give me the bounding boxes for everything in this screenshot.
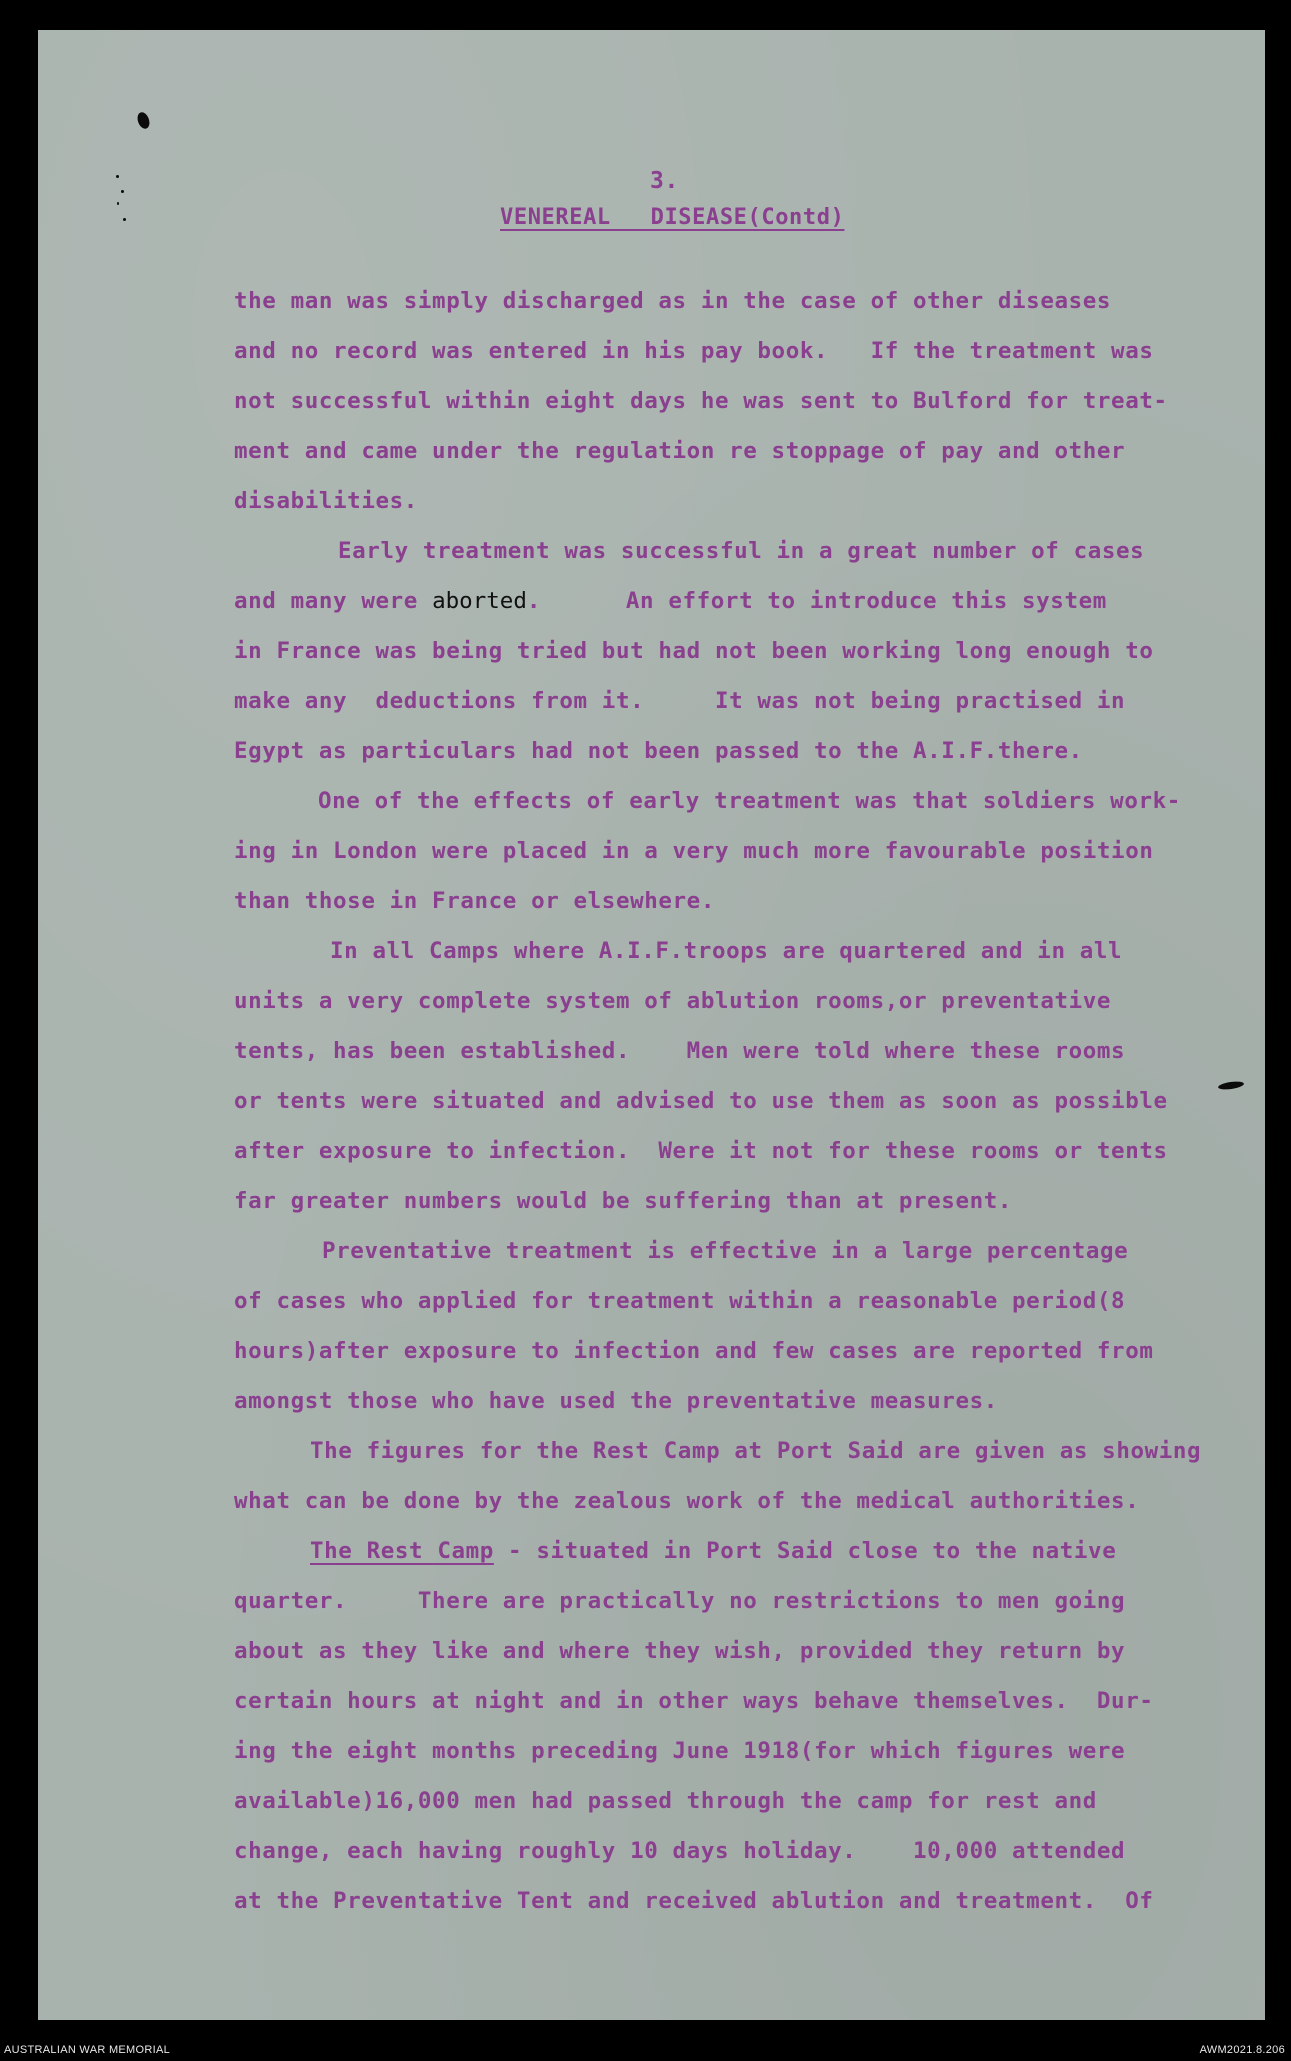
text-fragment: . An effort to introduce this system	[526, 588, 1107, 614]
text-line: In all Camps where A.I.F.troops are quartered and in all	[330, 938, 1123, 964]
text-line: Early treatment was successful in a great number of cases	[338, 538, 1145, 564]
text-line: quarter. There are practically no restrictions to men going	[234, 1588, 1126, 1614]
text-line: hours)after exposure to infection and few cases are reported from	[234, 1338, 1154, 1364]
text-line: units a very complete system of ablution rooms,or preventative	[234, 988, 1112, 1014]
text-line: at the Preventative Tent and received ablution and treatment. Of	[234, 1888, 1154, 1914]
ink-speck-icon	[123, 218, 126, 221]
text-fragment: and many were	[234, 588, 418, 614]
text-line: or tents were situated and advised to use them as soon as possible	[234, 1088, 1168, 1114]
text-line: after exposure to infection. Were it not for these rooms or tents	[234, 1138, 1168, 1164]
text-line	[234, 576, 1274, 626]
text-line: the man was simply discharged as in the case of other diseases	[234, 288, 1112, 314]
text-line: available)16,000 men had passed through the camp for rest and	[234, 1788, 1097, 1814]
text-line: what can be done by the zealous work of the medical authorities.	[234, 1488, 1140, 1514]
text-line: in France was being tried but had not been working long enough to	[234, 638, 1154, 664]
text-line: amongst those who have used the preventative measures.	[234, 1388, 998, 1414]
ink-speck-icon	[121, 190, 124, 193]
section-heading: The Rest Camp	[310, 1538, 494, 1564]
inserted-word: aborted	[432, 588, 527, 614]
document-body	[234, 276, 1274, 1926]
ink-blot-icon	[135, 111, 151, 131]
text-line: of cases who applied for treatment within a reasonable period(8	[234, 1288, 1126, 1314]
text-line: disabilities.	[234, 488, 418, 514]
document-title: VENEREAL DISEASE(Contd)	[500, 205, 845, 230]
text-line: Preventative treatment is effective in a large percentage	[322, 1238, 1129, 1264]
text-line: not successful within eight days he was sent to Bulford for treat-	[234, 388, 1168, 414]
page-number: 3.	[650, 168, 679, 194]
text-line: change, each having roughly 10 days holiday. 10,000 attended	[234, 1838, 1126, 1864]
text-line: ment and came under the regulation re stoppage of pay and other	[234, 438, 1126, 464]
text-line: far greater numbers would be suffering than at present.	[234, 1188, 1013, 1214]
document-page	[38, 30, 1265, 2020]
text-line: The figures for the Rest Camp at Port Said are given as showing	[310, 1438, 1202, 1464]
text-line: One of the effects of early treatment was that soldiers work-	[318, 788, 1181, 814]
text-line: certain hours at night and in other ways behave themselves. Dur-	[234, 1688, 1154, 1714]
text-line: ing in London were placed in a very much more favourable position	[234, 838, 1154, 864]
text-line: than those in France or elsewhere.	[234, 888, 715, 914]
ink-speck-icon	[117, 202, 119, 205]
text-line: tents, has been established. Men were told where these rooms	[234, 1038, 1126, 1064]
text-line: and no record was entered in his pay book. If the treatment was	[234, 338, 1154, 364]
text-line: Egypt as particulars had not been passed to the A.I.F.there.	[234, 738, 1083, 764]
footer-credit: AUSTRALIAN WAR MEMORIAL	[4, 2044, 171, 2056]
ink-speck-icon	[116, 175, 119, 178]
text-line	[234, 1526, 1274, 1576]
text-line: make any deductions from it. It was not being practised in	[234, 688, 1126, 714]
text-line: ing the eight months preceding June 1918(for which figures were	[234, 1738, 1126, 1764]
footer-accession-number: AWM2021.8.206	[1199, 2044, 1285, 2056]
text-fragment: - situated in Port Said close to the native	[493, 1538, 1117, 1564]
text-line: about as they like and where they wish, provided they return by	[234, 1638, 1126, 1664]
